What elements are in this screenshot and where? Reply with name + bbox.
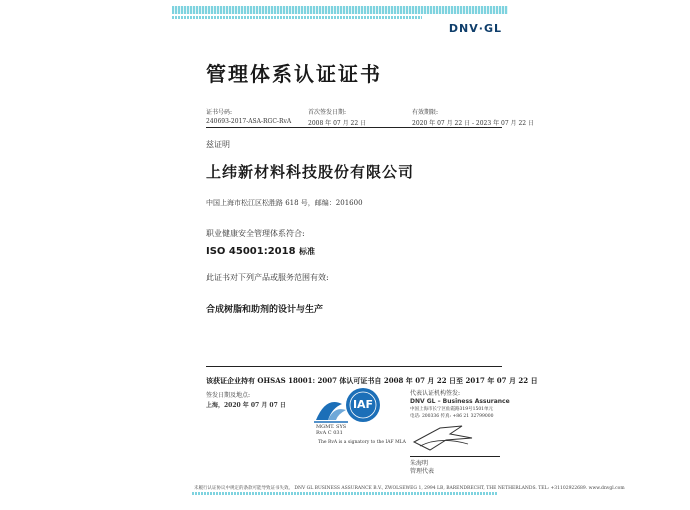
- certify-label: 兹证明: [206, 140, 230, 149]
- issuer-address: 中国上海市长宁区仙霞路319号1501单元: [410, 407, 494, 412]
- valid-label: 有效期限:: [412, 109, 439, 116]
- iaf-signatory: The RvA is a signatory to the IAF MLA: [318, 440, 406, 445]
- conform-label: 职业健康安全管理体系符合:: [206, 229, 305, 238]
- scope-label: 此证书对下列产品或服务范围有效:: [206, 273, 329, 282]
- place-date: 上海，2020 年 07 月 07 日: [206, 402, 286, 409]
- meta-divider: [206, 127, 502, 128]
- certificate-page: [172, 6, 625, 502]
- issuer-name: DNV GL – Business Assurance: [410, 398, 510, 405]
- ohsas-note: 该获证企业持有 OHSAS 18001: 2007 体认可证书自 2008 年 07 月 22 日至 2017 年 07 月 22 日: [206, 376, 538, 385]
- scope-text: 合成树脂和助剂的设计与生产: [206, 305, 324, 315]
- issuer-phone: 电话: 200336 传真: +86 21 32799000: [410, 414, 494, 419]
- footer-stripe: [192, 492, 498, 495]
- brand-logo: DNV·GL: [448, 22, 502, 35]
- rva-text: MGMT. SYS RvA C 031: [316, 424, 347, 436]
- signature-image: [410, 420, 480, 454]
- signature-line: [410, 456, 500, 457]
- iaf-logo: [344, 386, 382, 424]
- signer-name: 朱海明: [410, 460, 429, 467]
- first-issue-label: 首次签发日期:: [308, 109, 347, 116]
- signer-title: 管理代表: [410, 468, 435, 475]
- cert-no-label: 证书号码:: [206, 109, 233, 116]
- valid-period: 2020 年 07 月 22 日 - 2023 年 07 月 22 日: [412, 120, 534, 127]
- cert-no: 240693-2017-ASA-RGC-RvA: [206, 118, 292, 125]
- note-divider: [206, 366, 502, 367]
- certificate-title: 管理体系认证证书: [206, 62, 382, 86]
- place-label: 签发日期及地点:: [206, 392, 251, 399]
- first-issue-date: 2008 年 07 月 22 日: [308, 120, 367, 127]
- company-address: 中国上海市松江区松胜路 618 号，邮编：201600: [206, 199, 363, 207]
- standard-suffix: 标准: [299, 246, 316, 256]
- issuer-label: 代表认证机构签发:: [410, 390, 461, 397]
- standard: [206, 246, 315, 257]
- company-name: 上纬新材料科技股份有限公司: [206, 163, 415, 181]
- footer-text: 未履行认证协议中规定的条款可能导致证书失效。 DNV GL BUSINESS ASSURANCE B.V., ZWOLSEWEG 1, 2994 LB, BARENDRECHT, THE NETHERLANDS. TEL: +31102922689. www.dnvgl.com: [194, 486, 625, 491]
- iaf-text: IAF: [352, 398, 374, 411]
- header-stripe: [172, 6, 508, 14]
- header-stripe-secondary: [172, 16, 422, 19]
- standard-code: ISO 45001:2018: [206, 246, 296, 257]
